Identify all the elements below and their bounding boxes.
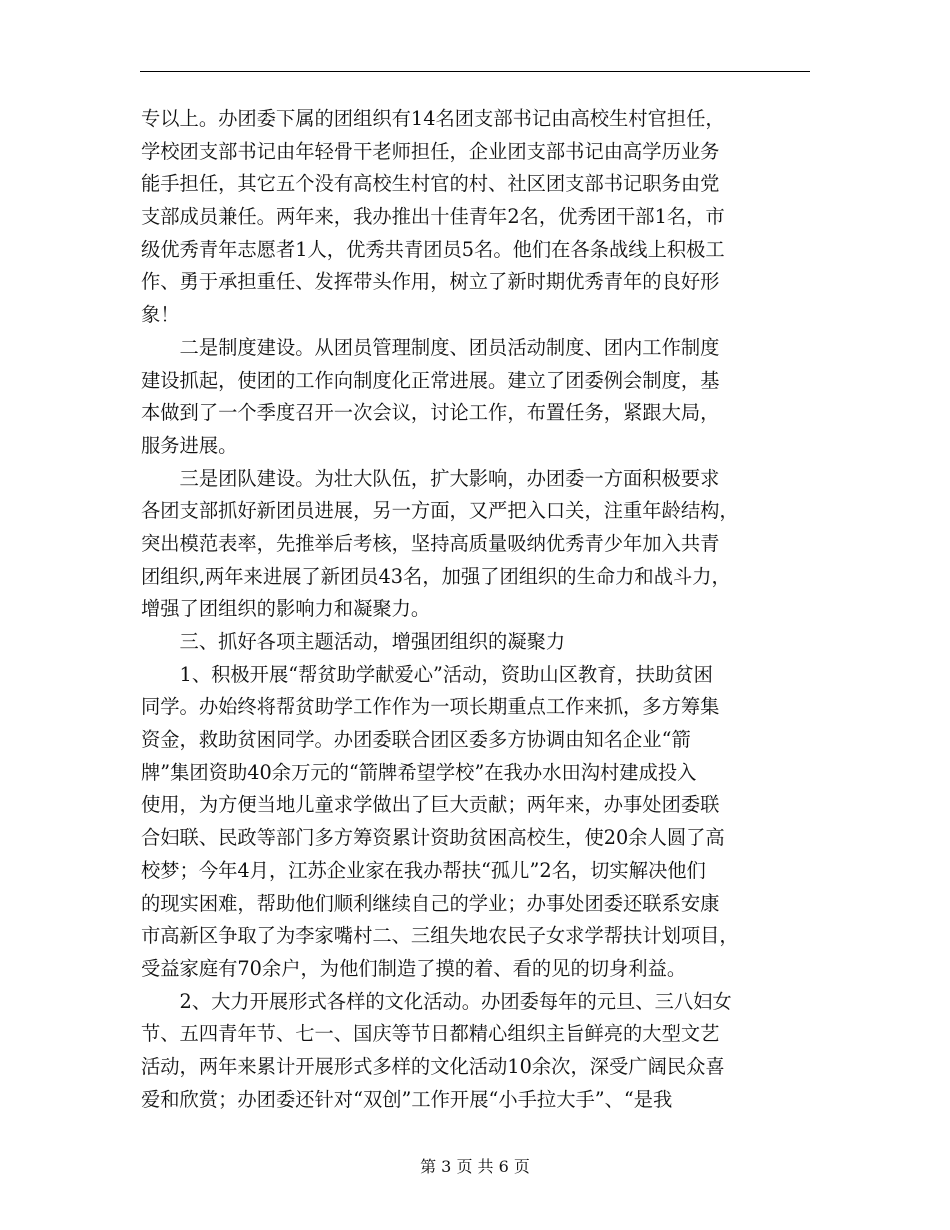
- text-line: 作、勇于承担重任、发挥带头作用，树立了新时期优秀青年的良好形: [141, 270, 720, 294]
- text-line: 专以上。办团委下属的团组织有14名团支部书记由高校生村官担任，: [141, 107, 725, 130]
- text-line: 市高新区争取了为李家嘴村二、三组失地农民子女求学帮扶计划项目，: [141, 924, 739, 948]
- text-line: 团组织,两年来进展了新团员43名，加强了团组织的生命力和战斗力，: [141, 564, 731, 588]
- text-line: 建设抓起，使团的工作向制度化正常进展。建立了团委例会制度，基: [141, 368, 720, 392]
- text-line: 的现实困难，帮助他们顺利继续自己的学业；办事处团委还联系安康: [141, 891, 720, 915]
- text-line: 象！: [141, 303, 180, 327]
- text-line: 增强了团组织的影响力和凝聚力。: [141, 597, 431, 621]
- text-line: 本做到了一个季度召开一次会议，讨论工作，布置任务，紧跟大局，: [141, 401, 720, 425]
- text-line: 能手担任，其它五个没有高校生村官的村、社区团支部书记职务由党: [141, 172, 720, 196]
- text-line: 活动，两年来累计开展形式多样的文化活动10余次，深受广阔民众喜: [141, 1054, 725, 1078]
- text-line: 牌”集团资助40余万元的“箭牌希望学校”在我办水田沟村建成投入: [141, 760, 697, 784]
- page-number-footer: 第 3 页 共 6 页: [420, 1157, 530, 1176]
- text-line: 爱和欣赏；办团委还针对“双创”工作开展“小手拉大手”、“是我: [141, 1087, 673, 1111]
- header-rule: [140, 71, 810, 72]
- text-line: 级优秀青年志愿者1人，优秀共青团员5名。他们在各条战线上积极工: [141, 237, 725, 261]
- text-line: 二是制度建设。从团员管理制度、团员活动制度、团内工作制度: [141, 335, 720, 359]
- text-line: 节、五四青年节、七一、国庆等节日都精心组织主旨鲜亮的大型文艺: [141, 1022, 720, 1046]
- text-line: 合妇联、民政等部门多方筹资累计资助贫困高校生，使20余人圆了高: [141, 826, 725, 850]
- text-line: 服务进展。: [141, 433, 238, 457]
- text-line: 2、大力开展形式各样的文化活动。办团委每年的元旦、三八妇女: [141, 989, 732, 1013]
- text-line: 学校团支部书记由年轻骨干老师担任，企业团支部书记由高学历业务: [141, 139, 720, 163]
- text-line: 三是团队建设。为壮大队伍，扩大影响，办团委一方面积极要求: [141, 466, 720, 490]
- body-text: [141, 103, 811, 1116]
- text-line: 校梦；今年4月，江苏企业家在我办帮扶“孤儿”2名，切实解决他们: [141, 858, 706, 882]
- text-line: 受益家庭有70余户，为他们制造了摸的着、看的见的切身利益。: [141, 956, 687, 980]
- text-line: 1、积极开展“帮贫助学献爱心”活动，资助山区教育，扶助贫困: [141, 662, 713, 686]
- text-line: 使用，为方便当地儿童求学做出了巨大贡献；两年来，办事处团委联: [141, 793, 720, 817]
- text-line: 资金，救助贫困同学。办团委联合团区委多方协调由知名企业“箭: [141, 728, 691, 752]
- section-heading: 三、抓好各项主题活动，增强团组织的凝聚力: [141, 630, 566, 653]
- text-line: 支部成员兼任。两年来，我办推出十佳青年2名，优秀团干部1名，市: [141, 205, 725, 229]
- text-line: 突出模范表率，先推举后考核，坚持高质量吸纳优秀青少年加入共青: [141, 531, 720, 555]
- text-line: 各团支部抓好新团员进展，另一方面，又严把入口关，注重年龄结构，: [141, 499, 739, 523]
- text-line: 同学。办始终将帮贫助学工作作为一项长期重点工作来抓，多方筹集: [141, 695, 720, 719]
